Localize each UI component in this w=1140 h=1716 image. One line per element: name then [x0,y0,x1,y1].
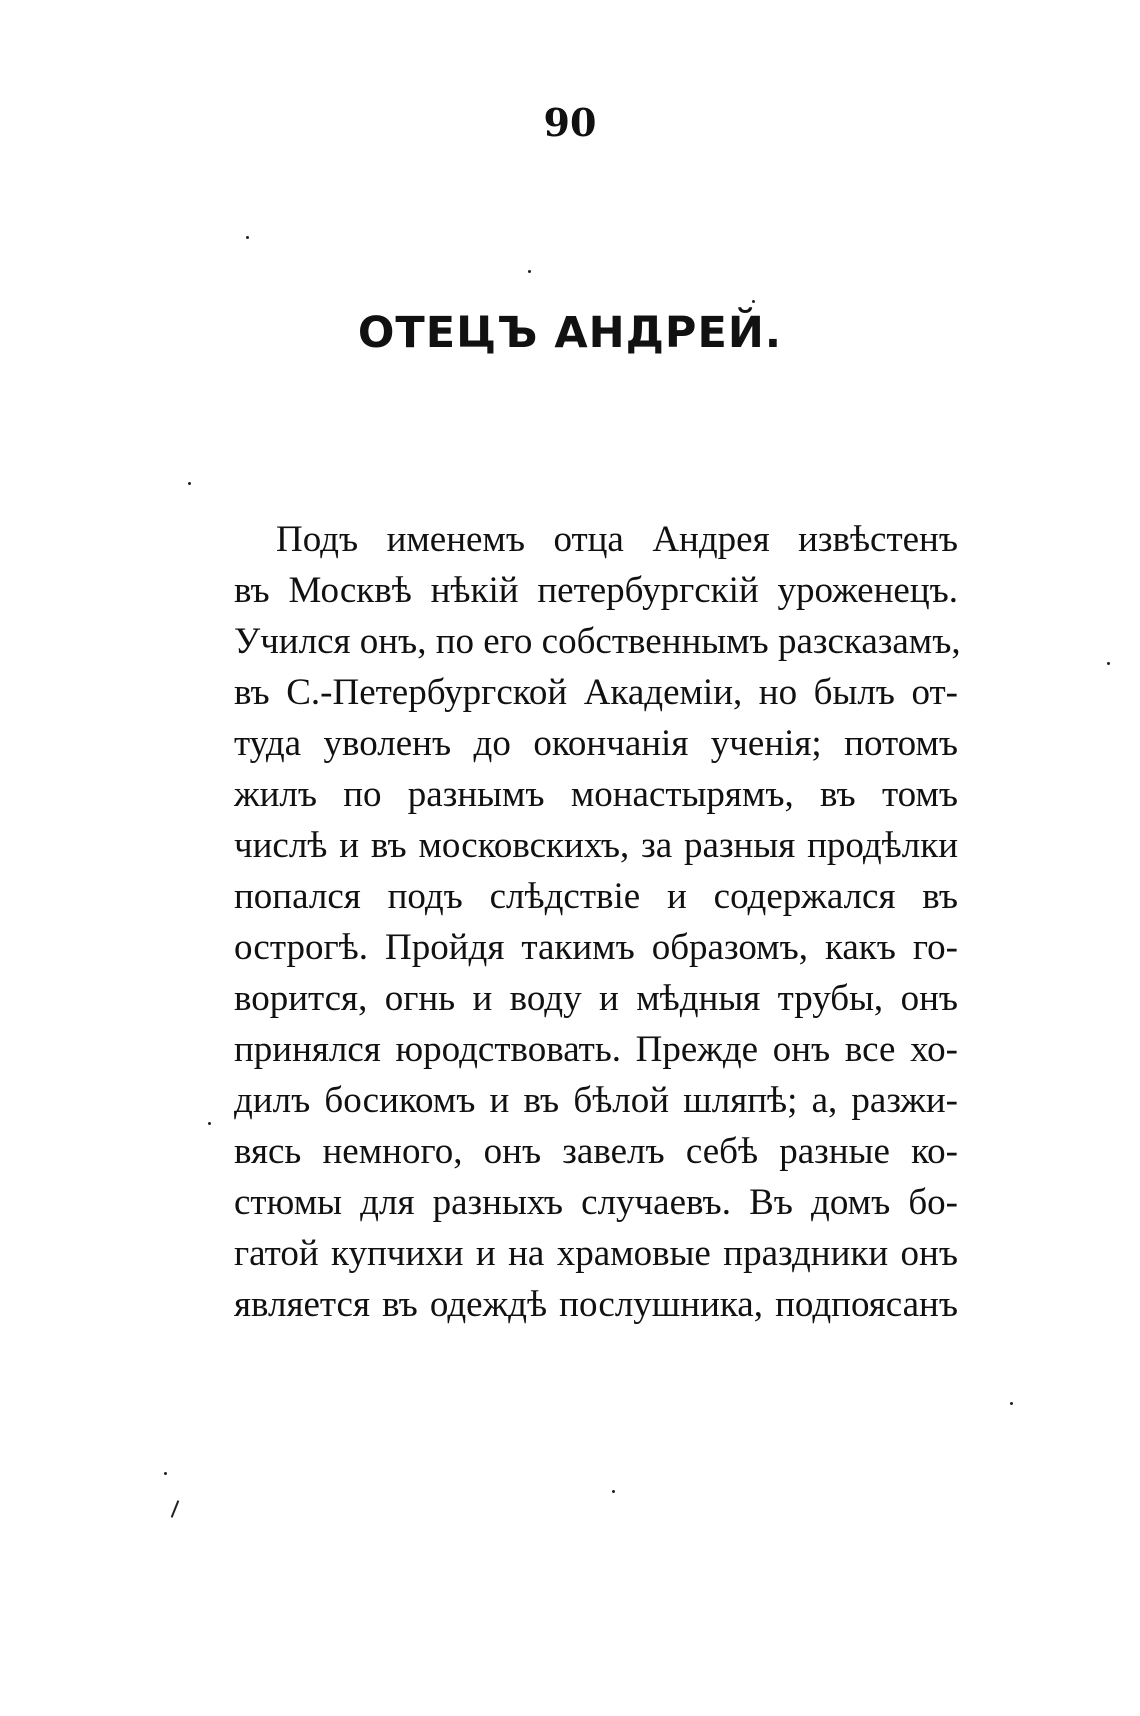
text-line: гатой купчихи и на храмовые праздники онъ [234,1233,958,1274]
scan-speck [1010,1402,1013,1405]
text-line: дилъ босикомъ и въ бѣлой шляпѣ; а, разжи- [234,1080,958,1121]
text-line: стюмы для разныхъ случаевъ. Въ домъ бо- [234,1182,958,1223]
scan-speck [246,236,249,239]
text-line: въ Москвѣ нѣкій петербургскій уроженецъ. [234,570,958,611]
text-line: попался подъ слѣдствіе и содержался въ [234,876,958,917]
text-line: Подъ именемъ отца Андрея извѣстенъ [276,519,958,560]
page-number: 90 [543,100,597,145]
chapter-title: ОТЕЦЪ АНДРЕЙ. [357,308,783,358]
text-line: жилъ по разнымъ монастырямъ, въ томъ [234,774,958,815]
text-line: туда уволенъ до окончанія ученія; потомъ [234,723,958,764]
text-line: ворится, огнь и воду и мѣдныя трубы, онъ [234,978,958,1019]
text-line: острогѣ. Пройдя такимъ образомъ, какъ го- [234,927,958,968]
scan-speck [528,270,531,273]
scan-speck [188,482,191,485]
scan-speck [1107,662,1110,665]
text-line: числѣ и въ московскихъ, за разныя продѣлки [234,825,958,866]
scan-mark [171,1500,180,1517]
text-line: вясь немного, онъ завелъ себѣ разные ко- [234,1131,958,1172]
body-paragraph [234,514,961,1330]
text-line: Учился онъ, по его собственнымъ разсказамъ, [234,621,961,662]
scan-speck [612,1490,615,1493]
text-line: принялся юродствовать. Прежде онъ все хо- [234,1029,958,1070]
scan-speck [164,1472,167,1475]
text-line: является въ одеждѣ послушника, подпоясанъ [234,1284,958,1325]
scan-speck [208,1122,211,1125]
scan-speck [752,300,755,303]
text-line: въ С.-Петербургской Академіи, но былъ от- [234,672,958,713]
